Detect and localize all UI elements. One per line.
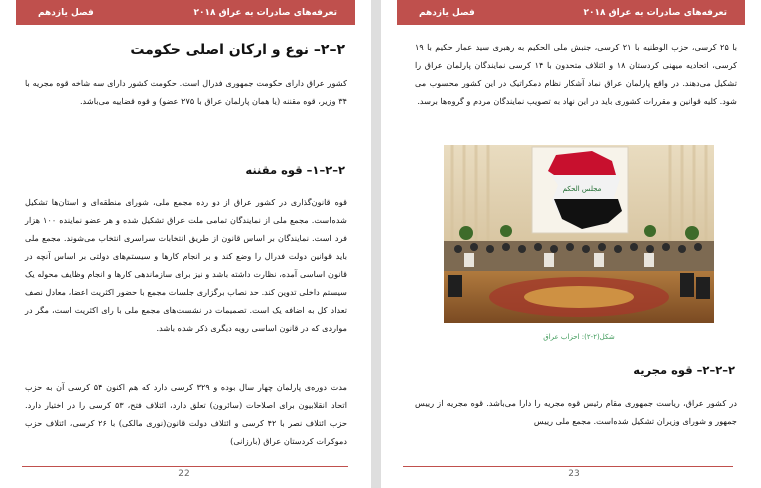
paragraph-continued: با ۲۵ کرسی، حزب الوطنیه با ۲۱ کرسی، جنبش ملی الحکیم به رهبری سید عمار حکیم با ۱۹ کرسی، اتحادیه میهنی کردستان ۱۸ و ائتلاف متحدون با ۱۴ کرسی نمایندگان پارلمان عراق را تشکیل می‌دهند. در واقع پارلمان عراق نماد آشکار نظام دمکراتیک در این کشور محسوب می شود. کلیه قوانین و مقررات کشوری باید در این نهاد به تصویب نمایندگان مردم و گروه‌ها برسد. — [415, 42, 737, 106]
figure-caption: شکل(۲-۲): احزاب عراق — [543, 333, 615, 341]
page-header — [397, 0, 745, 25]
paragraph-legislative: قوه قانون‌گذاری در کشور عراق از دو رده مجمع ملی، شورای منطقه‌ای و استان‌ها تشکیل شده‌است. مجمع ملی از نمایندگان تمامی ملت عراق تشکیل شده و هر عضو نماینده ۱۰۰ هزار فرد است. نمایندگان بر اساس قانون از طریق انتخابات سراسری انتخاب می‌شوند. مجمع ملی باید قوانین دولت فدرال را وضع کند و بر انجام کارها و سیستم‌های دولتی بر اساس آنچه در قانون اساسی آمده، نظارت داشته باشد و نیز برای سازماندهی کارها و انجام وظایف محوله یک سیستم داخلی تدوین کند. حد نصاب برگزاری جلسات مجمع با حضور اکثریت اعضا، معادل نصف تعداد کل به اضافه یک است. تصمیمات در نشست‌های مجمع ملی با رای اکثریت است، مگر در مواردی که در قانون اساسی رویه دیگری ذکر شده باشد. — [25, 197, 347, 333]
page-number: 22 — [178, 469, 190, 479]
subsection-heading-legislative: ۲–۲–۱– قوه مقننه — [245, 163, 345, 177]
page-number: 23 — [568, 469, 580, 479]
paragraph-parliament: مدت دوره‌ی پارلمان چهار سال بوده و ۳۲۹ کرسی دارد که هم اکنون ۵۴ کرسی آن به حزب اتحاد انقلابیون برای اصلاحات (سائرون) تعلق دارد، ائتلاف فتح، ۵۳ کرسی را در اختیار دارد. حزب ائتلاف نصر با ۴۲ کرسی و ائتلاف دولت قانون(نوری مالکی) با ۲۶ کرسی، ائتلاف حزب دموکرات کردستان عراق (بارزانی) — [25, 382, 348, 446]
header-book-title: تعرفه‌های صادرات به عراق ۲۰۱۸ — [583, 8, 727, 18]
header-chapter: فصل یازدهم — [38, 8, 94, 18]
footer-rule — [403, 466, 733, 467]
section-heading-government: ۲–۲– نوع و ارکان اصلی حکومت — [130, 42, 345, 58]
page-22 — [0, 0, 371, 488]
page-23 — [381, 0, 761, 488]
footer-rule — [22, 466, 348, 467]
photo-sign-text: مجلس الحكم — [562, 185, 602, 193]
header-book-title: تعرفه‌های صادرات به عراق ۲۰۱۸ — [193, 8, 337, 18]
page-gutter — [371, 0, 381, 488]
parliament-photo — [444, 145, 714, 323]
paragraph-intro: کشور عراق دارای حکومت جمهوری فدرال است. حکومت کشور دارای سه شاخه قوه مجریه با ۳۴ وزیر، قوه مقننه (یا همان پارلمان عراق با ۲۷۵ عضو) و قوه قضاییه می‌باشد. — [25, 78, 347, 106]
paragraph-executive: در کشور عراق، ریاست جمهوری مقام رئیس قوه مجریه را دارا می‌باشد. قوه مجریه از رییس جمهور و شورای وزیران تشکیل شده‌است. مجمع ملی رییس — [415, 398, 737, 426]
subsection-heading-executive: ۲–۲–۲– قوه مجریه — [633, 363, 735, 377]
page-header — [16, 0, 355, 25]
header-chapter: فصل یازدهم — [419, 8, 475, 18]
